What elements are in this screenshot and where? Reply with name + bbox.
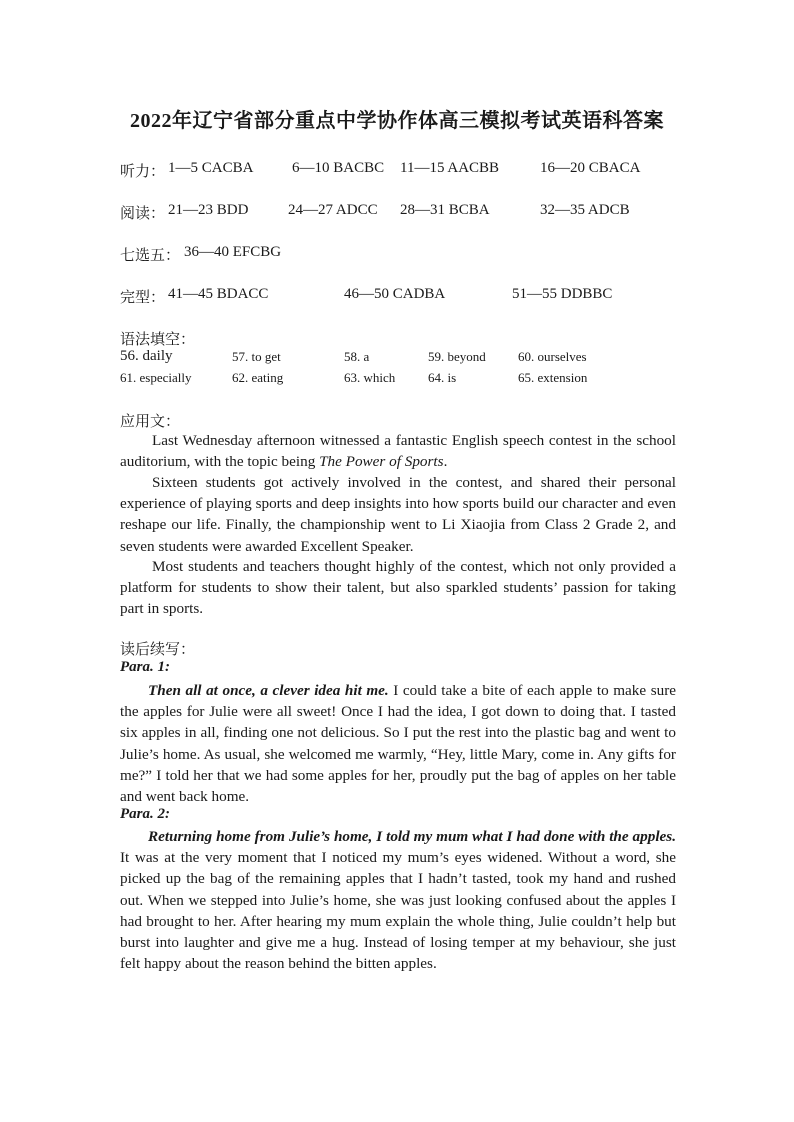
practical-paragraph-2: Sixteen students got actively involved in the contest, and shared their personal experience of playing sports and deep insights into how sports build our character and even reshape our life. Finally, the championship went to Li Xiaojia from Class 2 Grade 2, and seven students were awarded Excellent Speaker.	[120, 474, 676, 555]
speech-topic: The Power of Sports	[319, 453, 444, 471]
grammar-answer: 56. daily	[120, 348, 173, 364]
listening-label: 听力：	[120, 164, 166, 180]
grammar-answer: 62. eating	[232, 370, 284, 385]
paragraph-text: I could take a bite of each apple to make sure the apples for Julie were all sweet! Once I had the idea, I got down to doing that. I tasted six apples in all, finding one not delicious. So I put the rest into the plastic bag and went to Julie’s home. As usual, she welcomed me warmly, “Hey, little Mary, come in. Any gifts for me?” I told her that we had some apples for her, proudly put the bag of apples on her table and went back home.	[120, 682, 676, 806]
practical-paragraph-1	[120, 430, 676, 472]
answer-group: 46—50 CADBA	[344, 286, 446, 302]
para-2-label: Para. 2:	[120, 806, 170, 822]
answer-group: 21—23 BDD	[168, 202, 249, 218]
grammar-answer: 57. to get	[232, 349, 281, 364]
grammar-heading: 语法填空：	[120, 332, 196, 348]
answer-group: 1—5 CACBA	[168, 160, 254, 176]
grammar-answer: 60. ourselves	[518, 349, 587, 364]
practical-writing-heading: 应用文：	[120, 414, 181, 430]
reading-label: 阅读：	[120, 206, 166, 222]
answer-group: 11—15 AACBB	[400, 160, 500, 176]
paragraph-text: Last Wednesday afternoon witnessed a fantastic English speech contest in the school auditorium, with the topic being	[120, 432, 676, 471]
paragraph-text: .	[443, 453, 448, 471]
cloze-label: 完型：	[120, 290, 166, 306]
grammar-answer: 59. beyond	[428, 349, 486, 364]
seven-five-label: 七选五：	[120, 248, 181, 264]
continuation-heading: 读后续写：	[120, 642, 196, 658]
page-title: 2022年辽宁省部分重点中学协作体高三模拟考试英语科答案	[130, 110, 664, 132]
para-1-label: Para. 1:	[120, 659, 170, 675]
grammar-answer: 63. which	[344, 370, 396, 385]
paragraph-lead-sentence: Returning home from Julie’s home, I told my mum what I had done with the apples.	[148, 828, 676, 845]
answer-group: 6—10 BACBC	[292, 160, 385, 176]
answer-group: 41—45 BDACC	[168, 286, 269, 302]
grammar-answer: 64. is	[428, 370, 457, 385]
continuation-paragraph-2	[120, 826, 676, 974]
continuation-paragraph-1	[120, 680, 676, 807]
answer-group: 51—55 DDBBC	[512, 286, 613, 302]
grammar-answer: 65. extension	[518, 370, 588, 385]
paragraph-lead-sentence: Then all at once, a clever idea hit me.	[148, 682, 389, 699]
answer-group: 16—20 CBACA	[540, 160, 641, 176]
answer-group: 36—40 EFCBG	[184, 244, 282, 260]
grammar-answer: 58. a	[344, 349, 370, 364]
answer-group: 28—31 BCBA	[400, 202, 490, 218]
grammar-answer: 61. especially	[120, 370, 192, 385]
practical-paragraph-3: Most students and teachers thought highly of the contest, which not only provided a platform for students to show their talent, but also sparkled students’ passion for taking part in sports.	[120, 558, 676, 618]
paragraph-text: It was at the very moment that I noticed my mum’s eyes widened. Without a word, she picked up the bag of the remaining apples that I hadn’t tasted, took my hand and rushed out. When we stepped into Julie’s home, she was just looking confused about the apples I had brought to her. After hearing my mum explain the whole thing, Julie couldn’t help but burst into laughter and give me a hug. Instead of losing temper at my behaviour, she just felt happy about the reason behind the bitten apples.	[120, 849, 676, 973]
answer-group: 24—27 ADCC	[288, 202, 378, 218]
answer-group: 32—35 ADCB	[540, 202, 630, 218]
